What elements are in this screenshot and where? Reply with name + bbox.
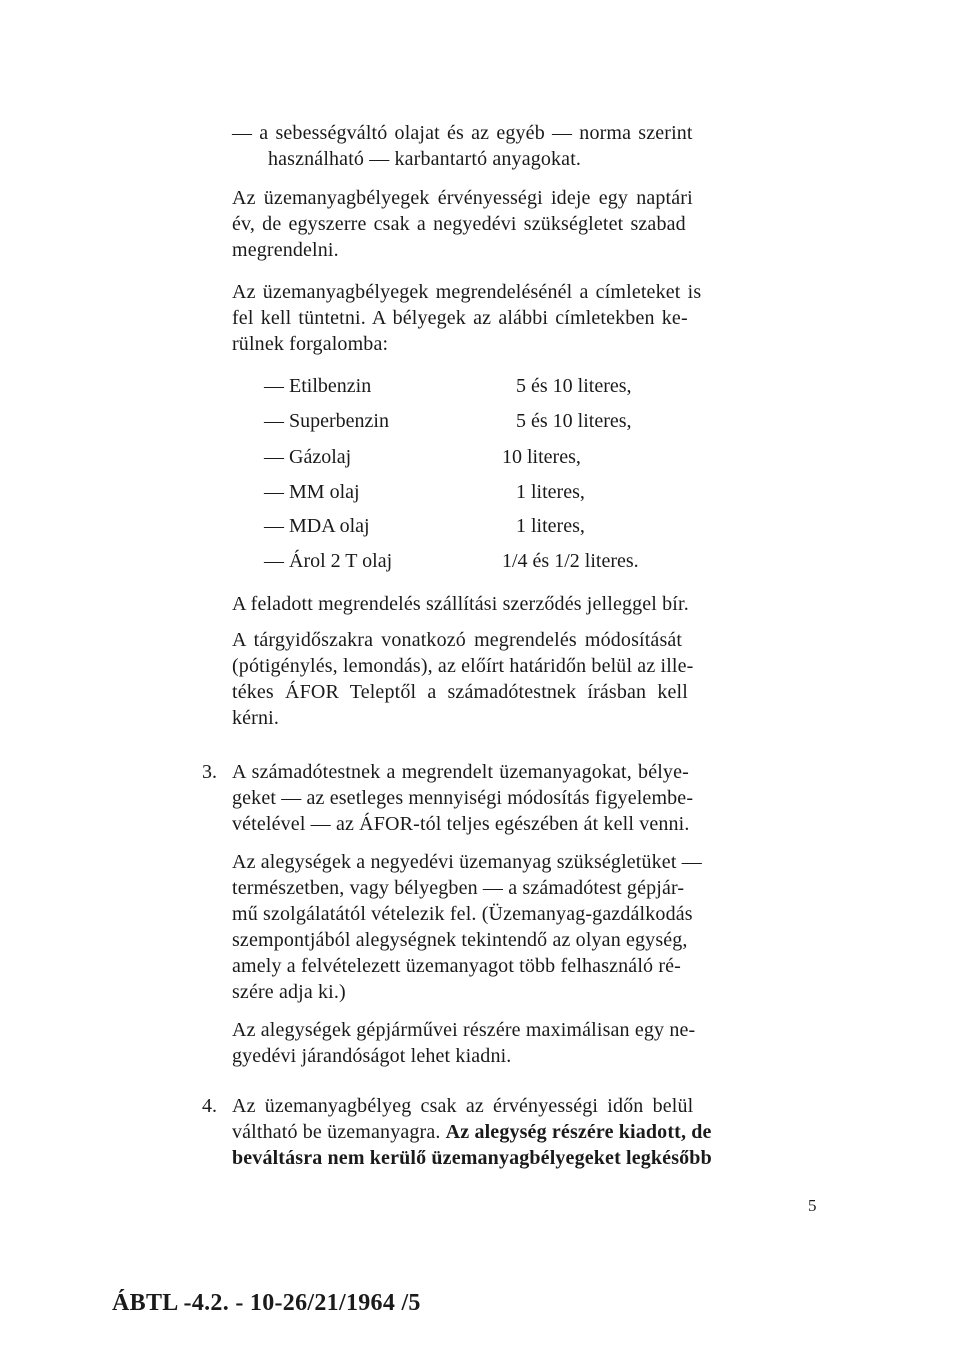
text-line: Az üzemanyagbélyeg csak az érvényességi időn belül (232, 1095, 694, 1117)
text-line: (pótigénylés, lemondás), az előírt határidőn belül az ille- (232, 655, 694, 677)
text-line: A tárgyidőszakra vonatkozó megrendelés módosítását (232, 629, 683, 651)
text-line: Az üzemanyagbélyegek megrendelésénél a címleteket is (232, 281, 702, 303)
fuel-name: — Gázolaj (264, 446, 352, 468)
text-line: geket — az esetleges mennyiségi módosítás figyelembe- (232, 787, 694, 809)
fuel-denomination: 1 literes, (516, 481, 585, 503)
section-number: 4. (202, 1095, 217, 1117)
text-line: A számadótestnek a megrendelt üzemanyagokat, bélye- (232, 761, 689, 783)
fuel-denomination: 5 és 10 literes, (516, 375, 632, 397)
fuel-name: — MDA olaj (264, 515, 370, 537)
text-line: A feladott megrendelés szállítási szerződés jelleggel bír. (232, 593, 689, 615)
text-line: fel kell tüntetni. A bélyegek az alábbi címletekben ke- (232, 307, 688, 329)
text-line: kérni. (232, 707, 279, 729)
text-line: — a sebességváltó olajat és az egyéb — norma szerint (232, 122, 693, 144)
fuel-name: — MM olaj (264, 481, 360, 503)
fuel-denomination: 10 literes, (502, 446, 581, 468)
text-line: amely a felvételezett üzemanyagot több felhasználó ré- (232, 955, 681, 977)
archive-reference: ÁBTL -4.2. - 10-26/21/1964 /5 (112, 1290, 421, 1316)
text-line: Az alegységek a negyedévi üzemanyag szükségletüket — (232, 851, 702, 873)
text-line: szempontjából alegységnek tekintendő az olyan egység, (232, 929, 688, 951)
text-line: vételével — az ÁFOR-tól teljes egészében át kell venni. (232, 813, 690, 835)
text-line: rülnek forgalomba: (232, 333, 389, 355)
text-line: Az üzemanyagbélyegek érvényességi ideje egy naptári (232, 187, 693, 209)
text-line: tékes ÁFOR Teleptől a számadótestnek írásban kell (232, 681, 688, 703)
fuel-denomination: 5 és 10 literes, (516, 410, 632, 432)
text-line: Az alegységek gépjárművei részére maximálisan egy ne- (232, 1019, 696, 1041)
fuel-denomination: 1/4 és 1/2 literes. (502, 550, 639, 572)
bold-text-line: beváltásra nem kerülő üzemanyagbélyegeket legkésőbb (232, 1147, 712, 1169)
fuel-name: — Superbenzin (264, 410, 389, 432)
section-number: 3. (202, 761, 217, 783)
text-line (232, 1120, 712, 1144)
bold-text: Az alegység részére kiadott, de (445, 1121, 712, 1143)
text-span: váltható be üzemanyagra. (232, 1121, 441, 1143)
fuel-name: — Árol 2 T olaj (264, 550, 393, 572)
fuel-denomination: 1 literes, (516, 515, 585, 537)
fuel-name: — Etilbenzin (264, 375, 372, 397)
text-line: mű szolgálatától vételezik fel. (Üzemanyag-gazdálkodás (232, 903, 693, 925)
text-line: használható — karbantartó anyagokat. (268, 148, 582, 170)
text-line: megrendelni. (232, 239, 339, 261)
page-number: 5 (808, 1196, 817, 1215)
text-line: gyedévi járandóságot lehet kiadni. (232, 1045, 512, 1067)
text-line: szére adja ki.) (232, 981, 346, 1003)
text-line: természetben, vagy bélyegben — a számadótest gépjár- (232, 877, 685, 899)
text-line: év, de egyszerre csak a negyedévi szükségletet szabad (232, 213, 686, 235)
